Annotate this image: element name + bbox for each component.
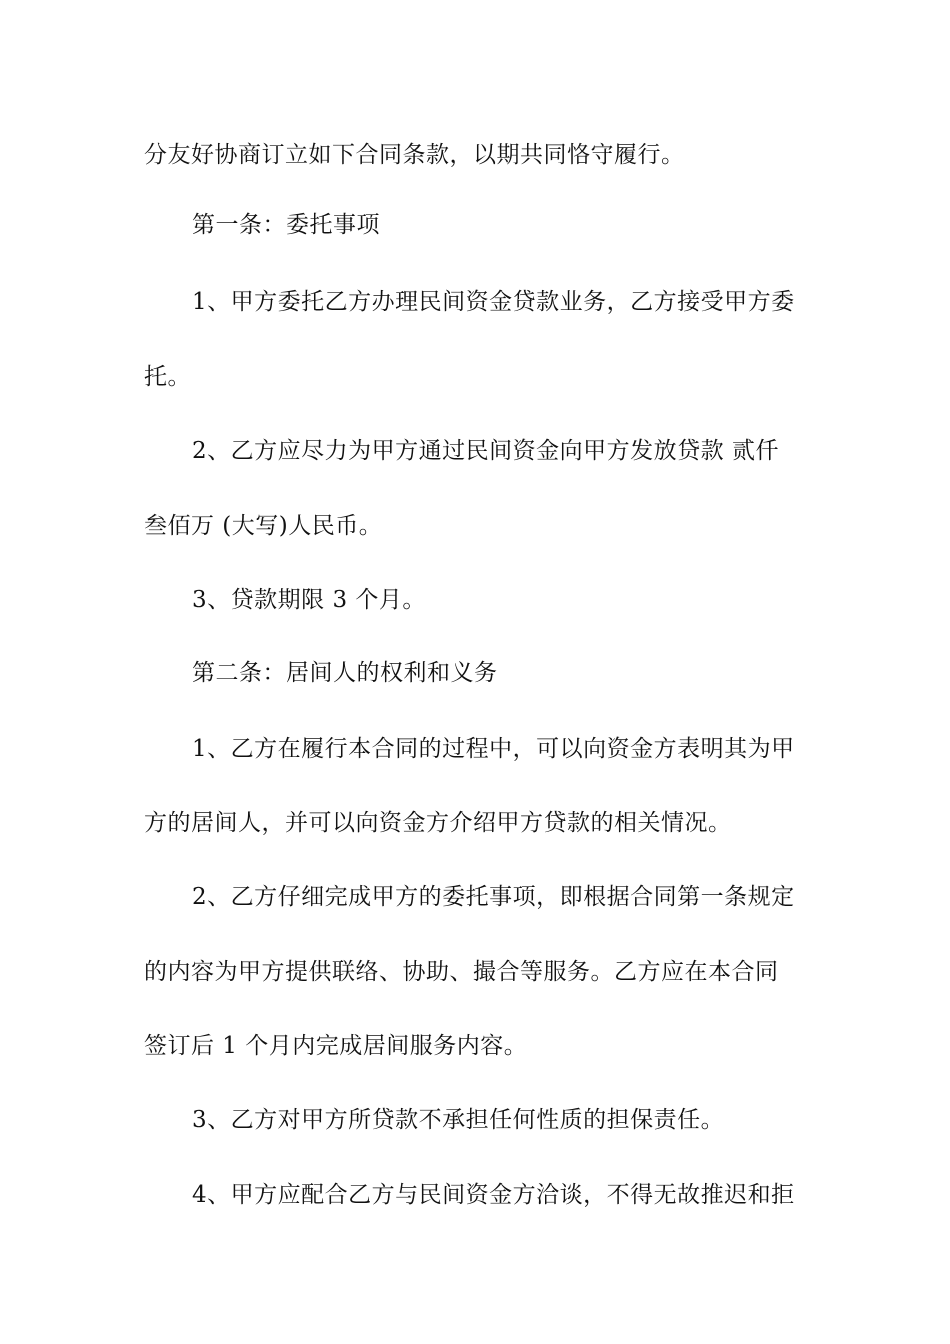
article-1-clause-1: 1、甲方委托乙方办理民间资金贷款业务，乙方接受甲方委 xyxy=(192,289,795,315)
article-2-clause-1: 1、乙方在履行本合同的过程中，可以向资金方表明其为甲 xyxy=(192,736,795,762)
article-2-heading: 第二条：居间人的权利和义务 xyxy=(192,660,498,686)
article-1-heading: 第一条：委托事项 xyxy=(192,212,380,238)
article-1-clause-3: 3、贷款期限 3 个月。 xyxy=(192,587,426,613)
article-2-clause-2: 2、乙方仔细完成甲方的委托事项，即根据合同第一条规定 xyxy=(192,884,795,910)
article-2-clause-2-cont-2: 签订后 1 个月内完成居间服务内容。 xyxy=(144,1033,528,1059)
article-2-clause-2-cont-1: 的内容为甲方提供联络、协助、撮合等服务。乙方应在本合同 xyxy=(144,959,779,985)
article-2-clause-4: 4、甲方应配合乙方与民间资金方洽谈，不得无故推迟和拒 xyxy=(192,1182,795,1208)
text-line-continuation: 分友好协商订立如下合同条款，以期共同恪守履行。 xyxy=(144,142,685,168)
article-1-clause-2: 2、乙方应尽力为甲方通过民间资金向甲方发放贷款 贰仟 xyxy=(192,438,779,464)
article-2-clause-1-cont: 方的居间人，并可以向资金方介绍甲方贷款的相关情况。 xyxy=(144,810,732,836)
article-1-clause-1-cont: 托。 xyxy=(144,364,191,390)
article-2-clause-3: 3、乙方对甲方所贷款不承担任何性质的担保责任。 xyxy=(192,1107,725,1133)
article-1-clause-2-cont: 叁佰万 (大写)人民币。 xyxy=(144,513,383,539)
